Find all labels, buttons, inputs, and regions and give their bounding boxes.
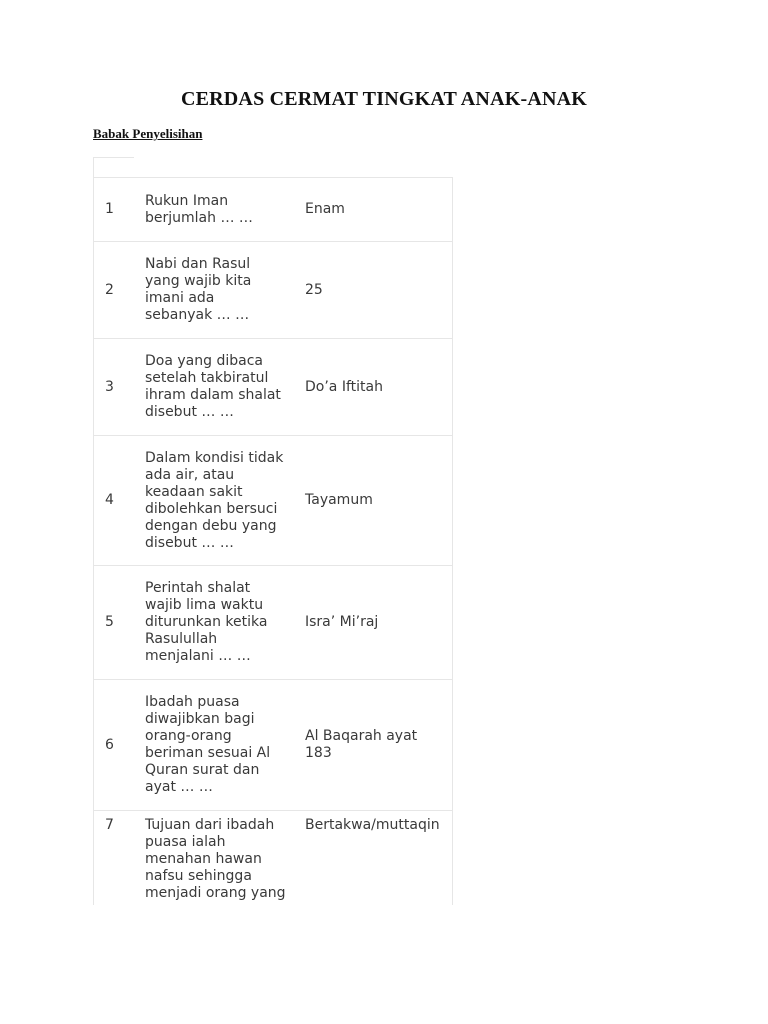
row-answer: Tayamum (305, 492, 373, 508)
qa-table (93, 177, 453, 905)
table-row (94, 435, 452, 565)
row-question: Rukun Iman berjumlah … … (145, 192, 253, 226)
row-question: Tujuan dari ibadah puasa ialah menahan hawan nafsu sehingga menjadi orang yang (145, 817, 286, 901)
row-number: 1 (105, 201, 114, 217)
row-question: Nabi dan Rasul yang wajib kita imani ada sebanyak … … (145, 256, 252, 323)
table-row (94, 177, 452, 241)
section-subtitle: Babak Penyelisihan (93, 126, 203, 141)
table-row (94, 810, 452, 905)
table-row (94, 679, 452, 810)
row-answer: Bertakwa/muttaqin (305, 817, 440, 833)
row-number: 6 (105, 736, 114, 753)
row-answer: Enam (305, 201, 345, 217)
row-question: Dalam kondisi tidak ada air, atau keadaan sakit dibolehkan bersuci dengan debu yang disebut … … (145, 449, 284, 551)
row-number: 7 (105, 817, 114, 833)
page-title: CERDAS CERMAT TINGKAT ANAK-ANAK (180, 88, 588, 110)
row-number: 5 (105, 614, 114, 630)
row-question: Perintah shalat wajib lima waktu diturunkan ketika Rasulullah menjalani … … (145, 580, 268, 664)
table-row (94, 565, 452, 679)
row-question: Ibadah puasa diwajibkan bagi orang-orang beriman sesuai Al Quran surat dan ayat … … (145, 694, 271, 795)
row-answer: Do’a Iftitah (305, 378, 383, 395)
row-answer: 25 (305, 281, 323, 298)
row-number: 4 (105, 492, 114, 508)
row-answer: Al Baqarah ayat 183 (305, 728, 418, 761)
row-answer: Isra’ Mi’raj (305, 614, 379, 630)
row-number: 2 (105, 281, 114, 298)
table-top-stub (93, 157, 134, 178)
row-number: 3 (105, 378, 114, 395)
table-row (94, 338, 452, 435)
row-question: Doa yang dibaca setelah takbiratul ihram dalam shalat disebut … … (145, 353, 281, 420)
table-row (94, 241, 452, 338)
